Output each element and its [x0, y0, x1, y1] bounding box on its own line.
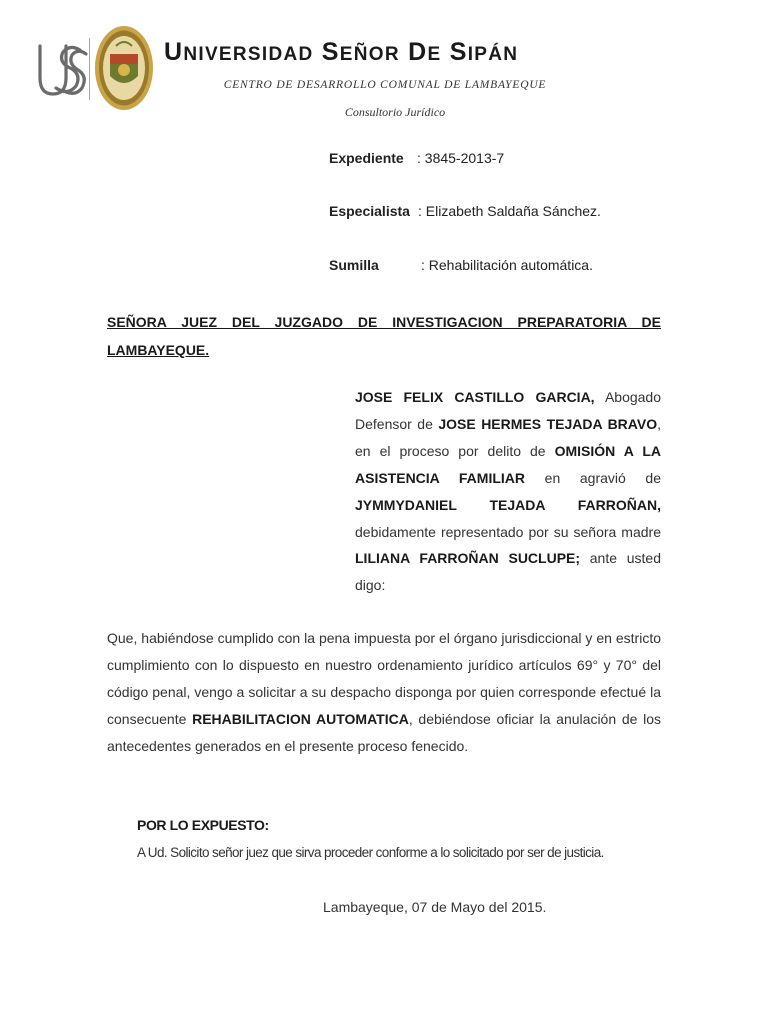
- university-name: UNIVERSIDAD SEÑOR DE SIPÁN: [164, 38, 519, 66]
- office-name: Consultorio Jurídico: [344, 105, 446, 119]
- especialista-label: Especialista: [329, 203, 410, 219]
- uss-logo: [36, 40, 88, 98]
- center-name: CENTRO DE DESARROLLO COMUNAL DE LAMBAYEQUE: [223, 79, 547, 91]
- sumilla-label: Sumilla: [329, 257, 379, 273]
- intro-text-5: ante usted digo:: [355, 550, 661, 594]
- mother-name: LILIANA FARROÑAN SUCLUPE;: [355, 550, 581, 567]
- sumilla-value: : Rehabilitación automática.: [421, 257, 593, 273]
- intro-text-2: , en el proceso por delito de: [355, 415, 661, 459]
- intro-text-1: Abogado Defensor de: [355, 389, 662, 432]
- body-emphasis: REHABILITACION AUTOMATICA: [192, 711, 409, 727]
- intro-paragraph: [355, 384, 661, 599]
- crime-name: OMISIÓN A LA ASISTENCIA FAMILIAR: [355, 442, 662, 486]
- salutation: SEÑORA JUEZ DEL JUZGADO DE INVESTIGACION PREPARATORIA DE LAMBAYEQUE.: [107, 314, 661, 358]
- body-text-1: Que, habiéndose cumplido con la pena impuesta por el órgano jurisdiccional y en estricto cumplimiento con lo dispuesto en nuestro ordenamiento jurídico artículos 69° y 70° del código penal, vengo a solicitar a su despacho disponga por quien corresponde efectué la consecuente: [107, 630, 661, 727]
- expediente-field: [329, 150, 504, 166]
- intro-text-4: debidamente representado por su señora madre: [355, 523, 661, 540]
- lawyer-name: JOSE FELIX CASTILLO GARCIA,: [355, 389, 595, 405]
- body-text-2: , debiéndose oficiar la anulación de los antecedentes generados en el presente proceso fenecido.: [107, 711, 661, 754]
- defendant-name: JOSE HERMES TEJADA BRAVO: [438, 415, 658, 432]
- victim-name: JYMMYDANIEL TEJADA FARROÑAN,: [355, 496, 661, 513]
- petition-text: A Ud. Solicito señor juez que sirva proceder conforme a lo solicitado por ser de justicia.: [137, 845, 604, 860]
- sumilla-field: [329, 257, 593, 273]
- closing-heading: POR LO EXPUESTO:: [137, 817, 269, 833]
- expediente-value: : 3845-2013-7: [417, 150, 505, 166]
- logo-divider: [89, 38, 90, 100]
- university-seal-icon: [94, 24, 154, 112]
- especialista-value: : Elizabeth Saldaña Sánchez.: [418, 203, 601, 219]
- intro-text-3: en agravió de: [525, 469, 661, 486]
- especialista-field: [329, 203, 601, 219]
- body-paragraph: [107, 625, 661, 760]
- expediente-label: Expediente: [329, 150, 404, 166]
- date-line: Lambayeque, 07 de Mayo del 2015.: [323, 899, 547, 915]
